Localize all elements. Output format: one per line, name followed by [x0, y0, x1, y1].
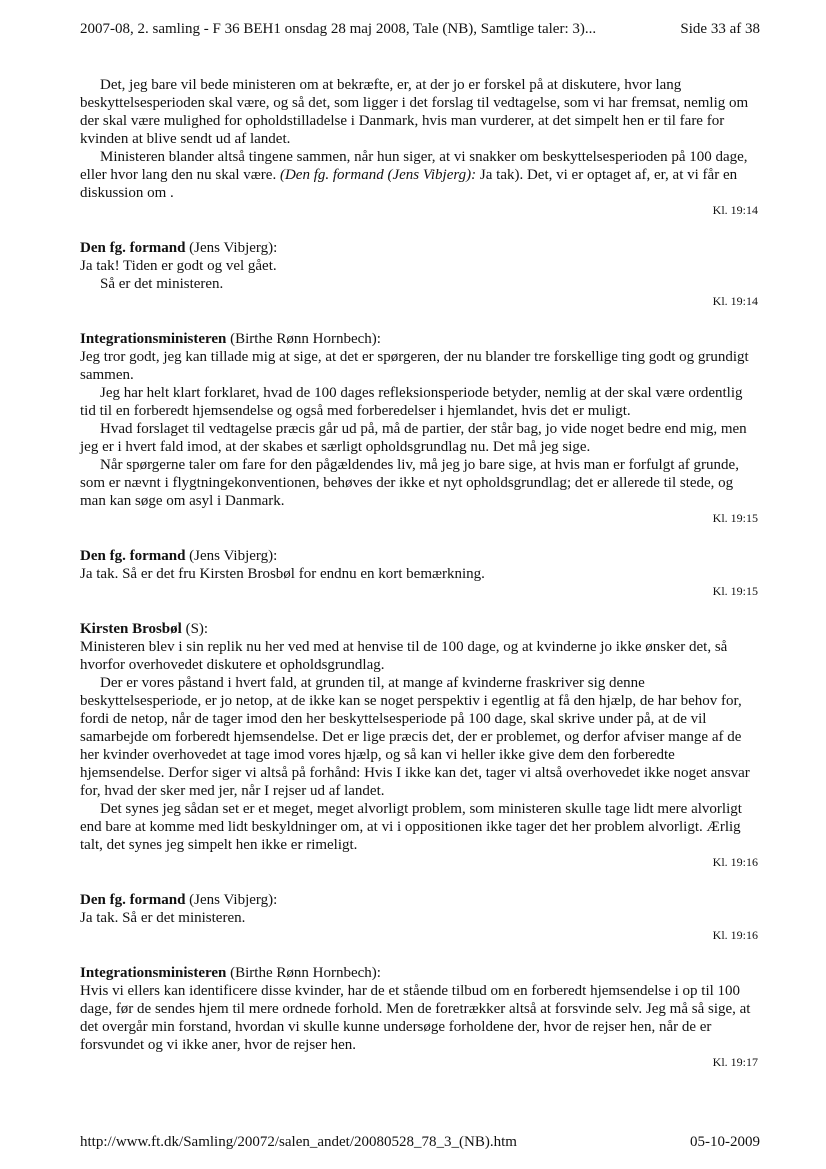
speaker-line	[80, 330, 760, 348]
header-title: 2007-08, 2. samling - F 36 BEH1 onsdag 28 maj 2008, Tale (NB), Samtlige taler: 3)...	[80, 21, 597, 37]
speech-block	[80, 547, 760, 598]
speaker-line	[80, 891, 760, 909]
speech-block	[80, 76, 760, 217]
speaker-role: (Jens Vibjerg):	[185, 548, 278, 564]
paragraph-text: Jeg har helt klart forklaret, hvad de 100 dages refleksionsperiode betyder, nemlig at der skal være ordentlig tid til en forberedt hjemsendelse og også med forberedelser i hjemlandet, hvis det er muligt.	[80, 385, 743, 419]
speech-block	[80, 891, 760, 942]
timestamp: Kl. 19:17	[712, 1055, 758, 1069]
timestamp: Kl. 19:15	[712, 584, 758, 598]
speech-block	[80, 964, 760, 1069]
speaker-name: Den fg. formand	[80, 892, 186, 908]
paragraph	[80, 275, 760, 293]
paragraph	[80, 982, 760, 1054]
speech-block	[80, 239, 760, 308]
speech-block	[80, 620, 760, 869]
paragraph-text: Ja tak. Så er det fru Kirsten Brosbøl for endnu en kort bemærkning.	[80, 566, 485, 582]
paragraph	[80, 909, 760, 927]
paragraph	[80, 638, 760, 674]
speaker-role: (Birthe Rønn Hornbech):	[226, 965, 381, 981]
speech-block	[80, 330, 760, 525]
paragraph-text: Hvis vi ellers kan identificere disse kvinder, har de et stående tilbud om en forberedt hjemsendelse i op til 100 dage, før de sendes hjem til mere ordnede forhold. Men de foretrækker altså at forsvinde selv. Jeg må så sige, at det overgår min forstand, hvordan vi skulle kunne undersøge forholdene der, hvor de rejser hen, når de er forsvundet og vi ikke aner, hvor de rejser hen.	[80, 983, 751, 1053]
paragraph-text: Så er det ministeren.	[100, 276, 224, 292]
paragraph	[80, 420, 760, 456]
page-header	[80, 20, 760, 38]
document-body	[80, 76, 760, 1069]
paragraph	[80, 76, 760, 148]
speaker-name: Kirsten Brosbøl	[80, 621, 182, 637]
speaker-name: Integrationsministeren	[80, 331, 227, 347]
speaker-role: (Jens Vibjerg):	[185, 240, 278, 256]
speaker-role: (Birthe Rønn Hornbech):	[226, 331, 381, 347]
paragraph	[80, 674, 760, 800]
speaker-name: Den fg. formand	[80, 548, 186, 564]
paragraph-text: Jeg tror godt, jeg kan tillade mig at sige, at det er spørgeren, der nu blander tre forskellige ting godt og grundigt sammen.	[80, 349, 749, 383]
paragraph-text: Ja tak. Så er det ministeren.	[80, 910, 246, 926]
page-number: Side 33 af 38	[680, 21, 760, 37]
paragraph-text: Hvad forslaget til vedtagelse præcis går ud på, må de partier, der står bag, jo vide noget bedre end mig, men jeg er i hvert fald imod, at der skabes et særligt opholdsgrundlag nu. Det må jeg sige.	[80, 421, 747, 455]
paragraph-text: Når spørgerne taler om fare for den pågældendes liv, må jeg jo bare sige, at hvis man er forfulgt af grunde, som er nævnt i flygtningekonventionen, behøves der ikke et nyt opholdsgrundlag; det er allerede til stede, og man kan søge om asyl i Danmark.	[80, 457, 739, 509]
speaker-line	[80, 547, 760, 565]
timestamp: Kl. 19:15	[712, 511, 758, 525]
paragraph-text: Det, jeg bare vil bede ministeren om at bekræfte, er, at der jo er forskel på at diskutere, hvor lang beskyttelsesperioden skal være, og så det, som ligger i det forslag til vedtagelse, som vi har fremsat, nemlig om der skal være mulighed for opholdstilladelse i Danmark, hvis man vurderer, at det simpelt hen er til fare for kvinden at blive sendt ud af landet.	[80, 77, 749, 147]
speaker-name: Den fg. formand	[80, 240, 186, 256]
footer-url: http://www.ft.dk/Samling/20072/salen_andet/20080528_78_3_(NB).htm	[80, 1134, 517, 1150]
timestamp: Kl. 19:16	[712, 928, 758, 942]
page-footer	[80, 1133, 760, 1151]
paragraph	[80, 348, 760, 384]
timestamp: Kl. 19:14	[712, 203, 758, 217]
paragraph-text: Der er vores påstand i hvert fald, at grunden til, at mange af kvinderne fraskriver sig denne beskyttelsesperiode, er jo netop, at de ikke kan se noget perspektiv i egentlig at få den hjælp, de har behov for, fordi de netop, når de tager imod den her beskyttelsesperiode på 100 dage, skal skrive under på, at de vil samarbejde om forberedt hjemsendelse. Det er lige præcis det, der er problemet, og derfor afviser mange af de her kvinder overhovedet at tage imod vores hjælp, og så kan vi heller ikke give dem den forberedte hjemsendelse. Derfor siger vi altså på forhånd: Hvis I ikke kan det, tager vi altså overhovedet ikke noget ansvar for, hvad der sker med jer, når I rejser ud af landet.	[80, 675, 750, 799]
paragraph-text: Ministeren blander altså tingene sammen, når hun siger, at vi snakker om beskyttelsesperioden på 100 dage, eller hvor lang den nu skal være.	[80, 149, 748, 183]
footer-date: 05-10-2009	[690, 1134, 760, 1150]
speaker-name: Integrationsministeren	[80, 965, 227, 981]
paragraph-text: Ministeren blev i sin replik nu her ved med at henvise til de 100 dage, og at kvinderne jo ikke ønsker det, så hvorfor overhovedet diskutere et opholdsgrundlag.	[80, 639, 728, 673]
paragraph	[80, 800, 760, 854]
paragraph-text-continued: Ja tak). Det, vi er optaget af, er, at vi får en diskussion om .	[80, 167, 738, 201]
paragraph	[80, 148, 760, 202]
speaker-role: (S):	[181, 621, 209, 637]
speaker-role: (Jens Vibjerg):	[185, 892, 278, 908]
paragraph	[80, 456, 760, 510]
paragraph	[80, 565, 760, 583]
paragraph-text: Det synes jeg sådan set er et meget, meget alvorligt problem, som ministeren skulle tage lidt mere alvorligt end bare at komme med lidt beskyldninger om, at vi i oppositionen ikke tager det her problem alvorligt. Ærlig talt, det synes jeg simpelt hen ikke er rimeligt.	[80, 801, 742, 853]
speaker-line	[80, 620, 760, 638]
timestamp: Kl. 19:16	[712, 855, 758, 869]
speaker-line	[80, 239, 760, 257]
timestamp: Kl. 19:14	[712, 294, 758, 308]
interjection: (Den fg. formand (Jens Vibjerg):	[279, 167, 477, 183]
paragraph	[80, 384, 760, 420]
paragraph-text: Ja tak! Tiden er godt og vel gået.	[80, 258, 277, 274]
paragraph	[80, 257, 760, 275]
speaker-line	[80, 964, 760, 982]
